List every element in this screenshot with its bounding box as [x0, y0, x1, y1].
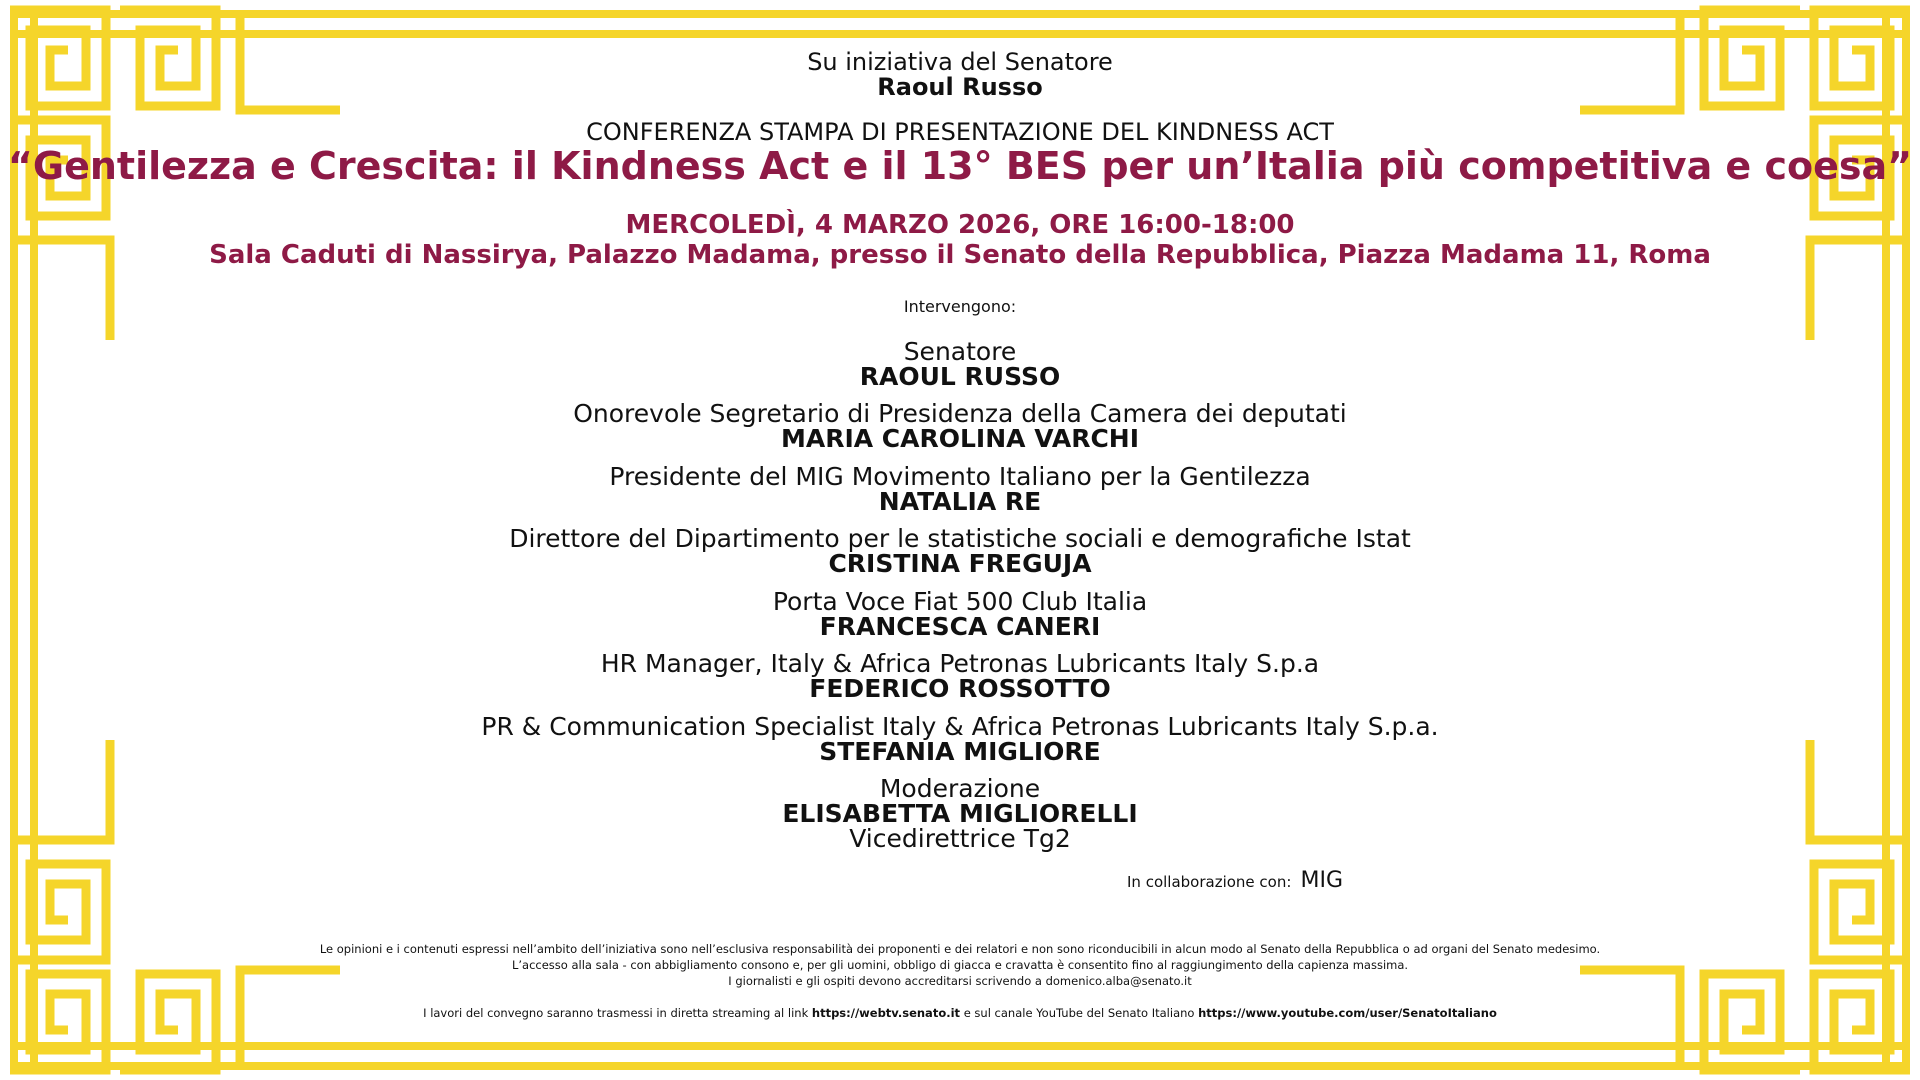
speaker-name: FEDERICO ROSSOTTO [809, 674, 1111, 703]
initiator-name: Raoul Russo [877, 73, 1043, 101]
speaker-role: Direttore del Dipartimento per le statistiche sociali e demografiche Istat [509, 524, 1411, 553]
speaker-role: Senatore [903, 337, 1017, 366]
collaboration-label: In collaborazione con: [1127, 873, 1292, 891]
youtube-link[interactable]: https://www.youtube.com/user/SenatoItaliano [1198, 1006, 1497, 1020]
speaker-name: MARIA CAROLINA VARCHI [780, 424, 1140, 453]
streaming-text: I lavori del convegno saranno trasmessi in diretta streaming al link [423, 1006, 809, 1020]
moderator-role: Vicedirettrice Tg2 [849, 824, 1071, 853]
disclaimer-line: L’accesso alla sala - con abbigliamento consono e, per gli uomini, obbligo di giacca e cravatta è consentito fino al raggiungimento della capienza massima. [511, 958, 1409, 972]
speaker-role: Presidente del MIG Movimento Italiano per la Gentilezza [609, 462, 1311, 491]
webtv-link[interactable]: https://webtv.senato.it [811, 1006, 961, 1020]
speaker-role: Porta Voce Fiat 500 Club Italia [772, 587, 1148, 616]
event-date: MERCOLEDÌ, 4 MARZO 2026, ORE 16:00-18:00 [625, 210, 1295, 240]
speaker-role: HR Manager, Italy & Africa Petronas Lubricants Italy S.p.a [600, 649, 1320, 678]
initiative-text: Su iniziativa del Senatore [807, 48, 1113, 76]
event-title: “Gentilezza e Crescita: il Kindness Act e il 13° BES per un’Italia più competitiva e coesa” [7, 144, 1913, 188]
speaker-name: CRISTINA FREGUJA [828, 549, 1092, 578]
conference-label: CONFERENZA STAMPA DI PRESENTAZIONE DEL KINDNESS ACT [586, 118, 1334, 146]
streaming-text-middle: e sul canale YouTube del Senato Italiano [963, 1006, 1195, 1020]
speaker-name: FRANCESCA CANERI [819, 612, 1101, 641]
speaker-role: Onorevole Segretario di Presidenza della Camera dei deputati [573, 399, 1347, 428]
moderator-name: ELISABETTA MIGLIORELLI [782, 799, 1138, 828]
event-venue: Sala Caduti di Nassirya, Palazzo Madama, presso il Senato della Repubblica, Piazza Madama 11, Roma [209, 240, 1711, 270]
speaker-name: STEFANIA MIGLIORE [819, 737, 1101, 766]
speaker-name: RAOUL RUSSO [859, 362, 1061, 391]
disclaimer-line: I giornalisti e gli ospiti devono accreditarsi scrivendo a domenico.alba@senato.it [728, 974, 1192, 988]
collaboration [1127, 868, 1343, 893]
speaker-role: PR & Communication Specialist Italy & Africa Petronas Lubricants Italy S.p.a. [481, 712, 1439, 741]
collaboration-partner: MIG [1300, 868, 1344, 893]
streaming-info [0, 1006, 1920, 1020]
disclaimer-line: Le opinioni e i contenuti espressi nell’ambito dell’iniziativa sono nell’esclusiva responsabilità dei proponenti e dei relatori e non sono riconducibili in alcun modo al Senato della Repubblica o ad organi del Senato medesimo. [319, 942, 1601, 956]
speakers-label: Intervengono: [903, 297, 1017, 316]
speaker-name: NATALIA RE [878, 487, 1042, 516]
moderation-label: Moderazione [879, 774, 1041, 803]
